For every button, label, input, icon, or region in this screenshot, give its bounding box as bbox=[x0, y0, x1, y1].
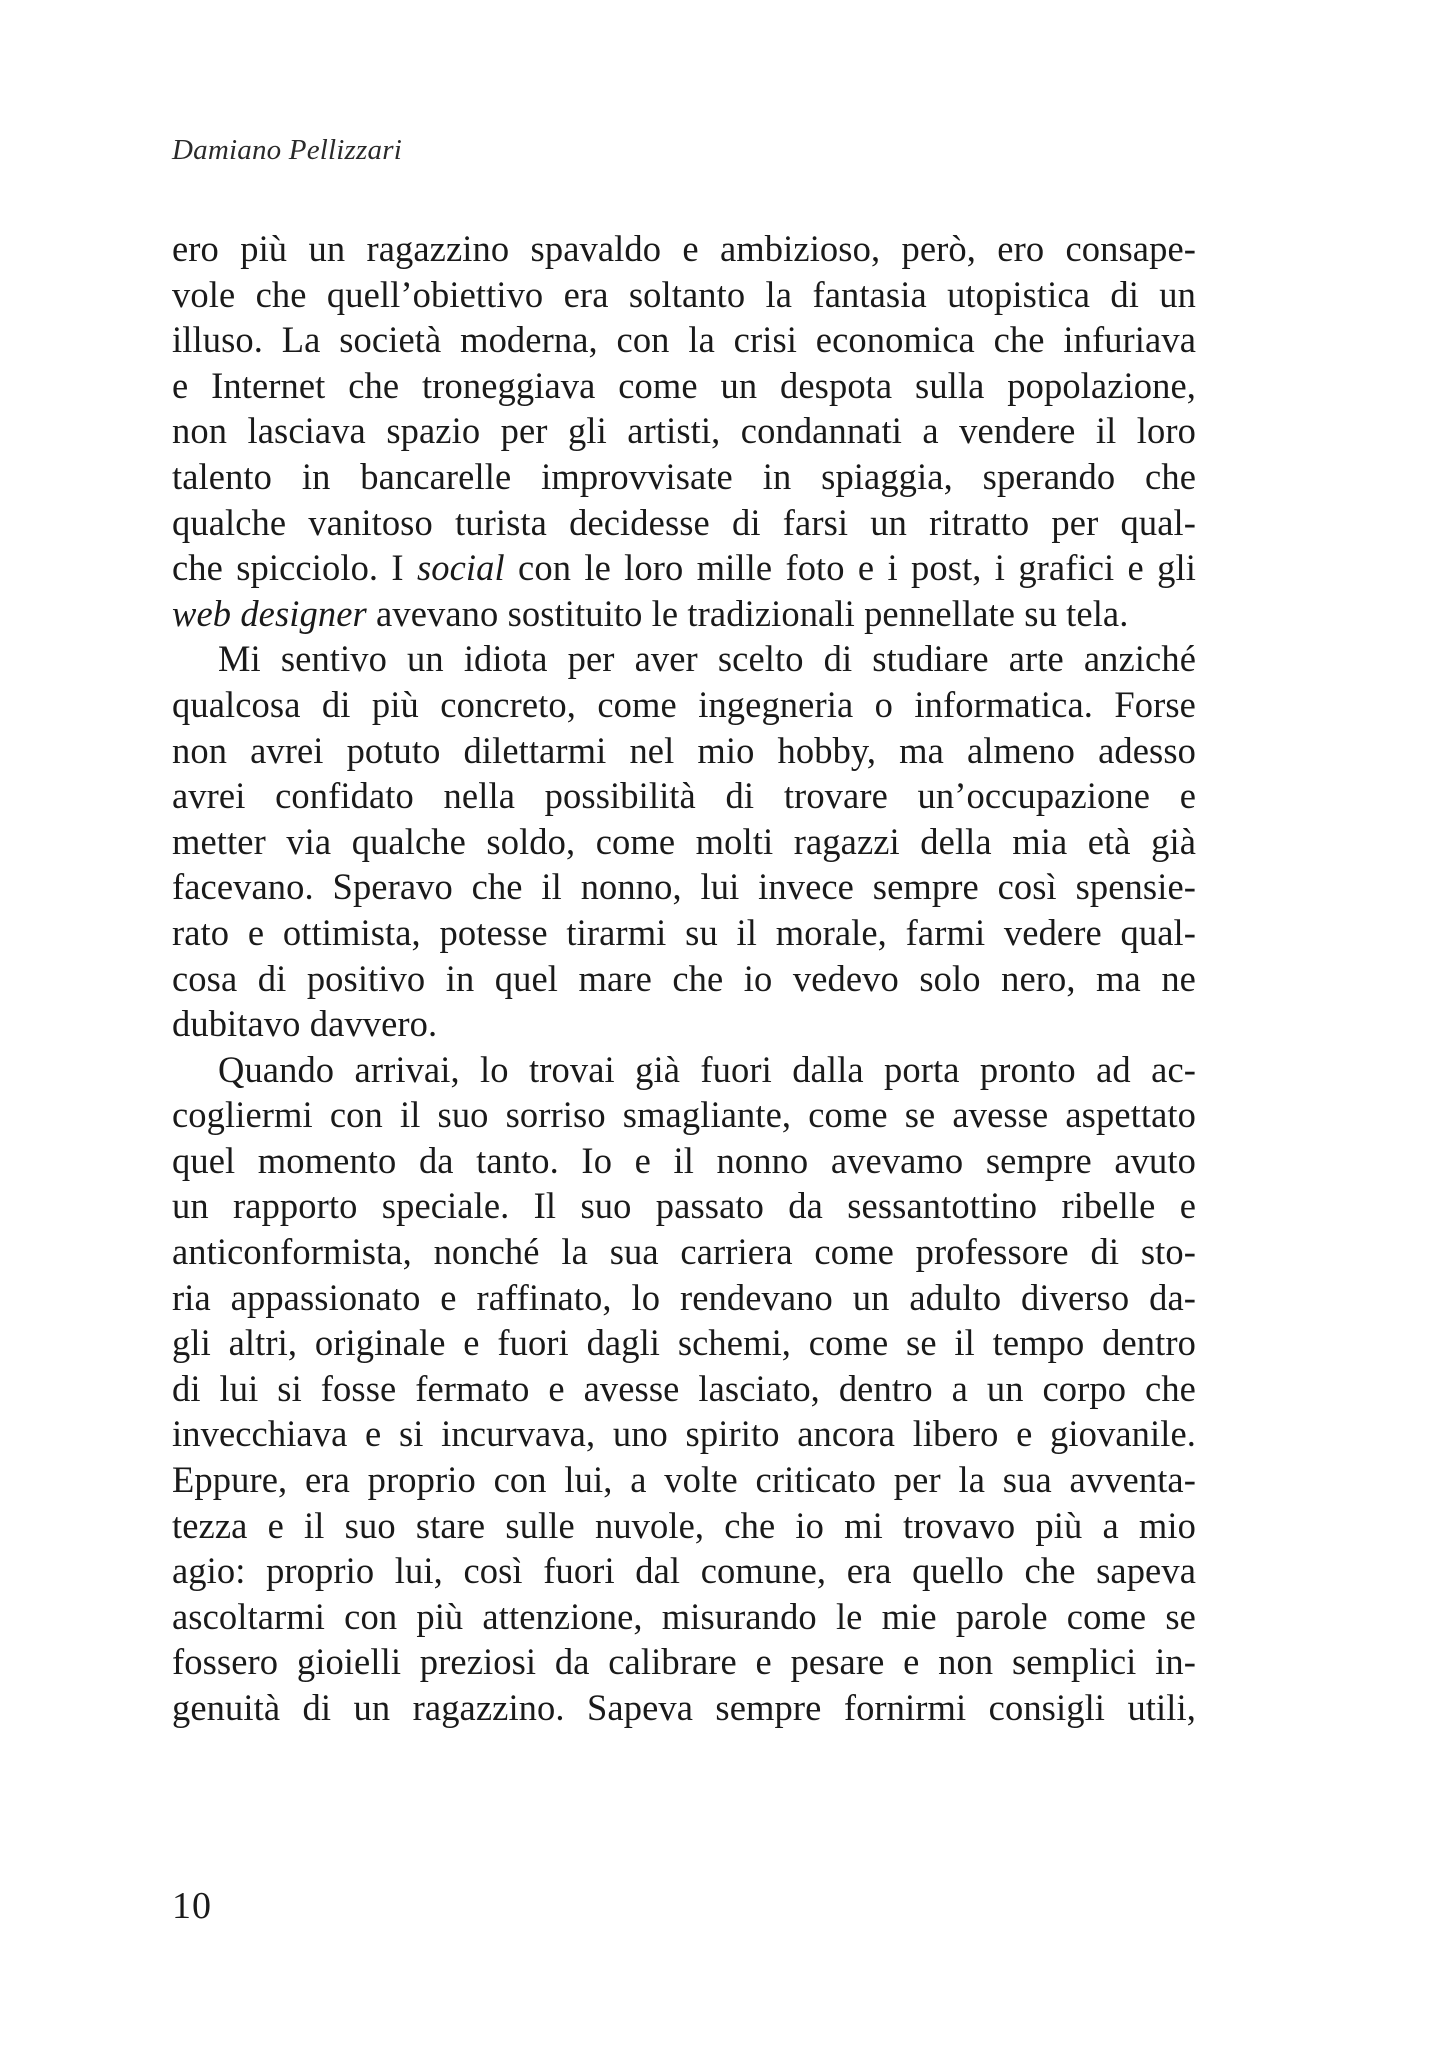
text-line: un rapporto speciale. Il suo passato da sessantottino ribelle e bbox=[172, 1185, 1196, 1227]
italic-term: web designer bbox=[172, 592, 367, 634]
text-line: non lasciava spazio per gli artisti, condannati a vendere il loro bbox=[172, 410, 1196, 452]
text-line: anticonformista, nonché la sua carriera come professore di sto- bbox=[172, 1231, 1196, 1273]
text-line: Quando arrivai, lo trovai già fuori dalla porta pronto ad ac- bbox=[218, 1048, 1196, 1090]
text-line: ria appassionato e raffinato, lo rendevano un adulto diverso da- bbox=[172, 1276, 1196, 1318]
text-line: talento in bancarelle improvvisate in spiaggia, sperando che bbox=[172, 455, 1196, 497]
text-line: fossero gioielli preziosi da calibrare e pesare e non semplici in- bbox=[172, 1641, 1196, 1683]
body-text bbox=[172, 226, 1196, 1731]
text-line: qualche vanitoso turista decidesse di farsi un ritratto per qual- bbox=[172, 501, 1196, 543]
text-line: qualcosa di più concreto, come ingegneria o informatica. Forse bbox=[172, 683, 1196, 725]
text-line: tezza e il suo stare sulle nuvole, che io mi trovavo più a mio bbox=[172, 1504, 1196, 1546]
text-line: facevano. Speravo che il nonno, lui invece sempre così spensie- bbox=[172, 866, 1196, 908]
text-line: cosa di positivo in quel mare che io vedevo solo nero, ma ne bbox=[172, 957, 1196, 999]
text-line: metter via qualche soldo, come molti ragazzi della mia età già bbox=[172, 820, 1196, 862]
text-line: gli altri, originale e fuori dagli schemi, come se il tempo dentro bbox=[172, 1322, 1196, 1364]
text-line: cogliermi con il suo sorriso smagliante, come se avesse aspettato bbox=[172, 1094, 1196, 1136]
running-head: Damiano Pellizzari bbox=[172, 134, 402, 166]
text-line: di lui si fosse fermato e avesse lasciato, dentro a un corpo che bbox=[172, 1367, 1196, 1409]
text-line bbox=[172, 545, 1196, 591]
text-line: rato e ottimista, potesse tirarmi su il morale, farmi vedere qual- bbox=[172, 911, 1196, 953]
text-line: agio: proprio lui, così fuori dal comune, era quello che sapeva bbox=[172, 1550, 1196, 1592]
text-line: dubitavo davvero. bbox=[172, 1003, 438, 1045]
page-number: 10 bbox=[172, 1885, 212, 1927]
text-line-segment: che spicciolo. I bbox=[172, 547, 417, 589]
text-line: Mi sentivo un idiota per aver scelto di studiare arte anziché bbox=[218, 638, 1196, 680]
text-line: genuità di un ragazzino. Sapeva sempre fornirmi consigli utili, bbox=[172, 1687, 1196, 1728]
text-line: ero più un ragazzino spavaldo e ambizioso, però, ero consape- bbox=[172, 228, 1196, 269]
text-line: Eppure, era proprio con lui, a volte criticato per la sua avventa- bbox=[172, 1459, 1196, 1501]
text-line bbox=[172, 591, 1196, 637]
text-line: invecchiava e si incurvava, uno spirito ancora libero e giovanile. bbox=[172, 1413, 1196, 1455]
text-line: non avrei potuto dilettarmi nel mio hobby, ma almeno adesso bbox=[172, 729, 1196, 771]
text-line: ascoltarmi con più attenzione, misurando le mie parole come se bbox=[172, 1595, 1196, 1637]
text-line: vole che quell’obiettivo era soltanto la fantasia utopistica di un bbox=[172, 273, 1196, 315]
text-line-segment: con le loro mille foto e i post, i grafici e gli bbox=[504, 547, 1196, 589]
text-line-segment: avevano sostituito le tradizionali pennellate su tela. bbox=[366, 592, 1129, 634]
text-line: quel momento da tanto. Io e il nonno avevamo sempre avuto bbox=[172, 1139, 1196, 1181]
text-line: illuso. La società moderna, con la crisi economica che infuriava bbox=[172, 319, 1196, 361]
text-line: avrei confidato nella possibilità di trovare un’occupazione e bbox=[172, 775, 1196, 817]
italic-term: social bbox=[416, 547, 505, 589]
text-line: e Internet che troneggiava come un despota sulla popolazione, bbox=[172, 364, 1196, 406]
